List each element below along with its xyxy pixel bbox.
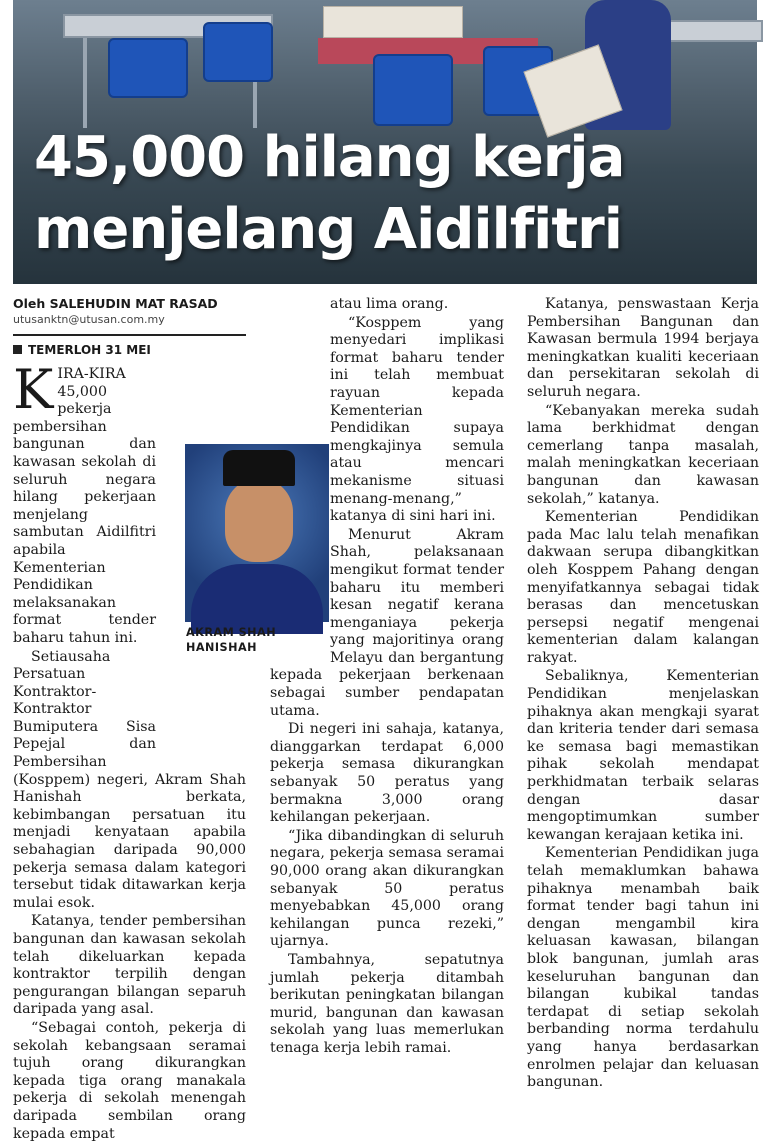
caption-line-2: HANISHAH bbox=[186, 641, 257, 654]
byline-prefix: Oleh bbox=[13, 296, 50, 311]
dateline-text: TEMERLOH 31 MEI bbox=[28, 343, 151, 357]
square-bullet-icon bbox=[13, 345, 22, 354]
paragraph: Setiausaha Persatuan Kontraktor-Kontraktor Bumiputera Sisa Pepejal dan Pembersihan (Kosppem) negeri, Akram Shah Hanishah berkata, kebimbangan persatuan itu menjadi kenyataan apabila sebahagian daripada 90,000 pekerja semasa dalam kategori tersebut tidak ditawarkan kerja mulai esok. bbox=[13, 648, 246, 911]
paragraph: atau lima orang. bbox=[330, 296, 449, 312]
paragraph: “Kebanyakan mereka sudah lama berkhidmat dengan cemerlang tanpa masalah, malah meningkatkan keceriaan bangunan dan kawasan sekolah,” katanya. bbox=[527, 402, 759, 507]
paragraph: “Kosppem yang menyedari implikasi format baharu tender ini telah membuat rayuan kepada Kementerian Pendidikan supaya mengkajinya semula atau mencari mekanisme situasi menang-menang,” katanya di sini hari ini. bbox=[330, 314, 504, 525]
caption-line-1: AKRAM SHAH bbox=[186, 626, 277, 639]
paragraph: Katanya, penswastaan Kerja Pembersihan Bangunan dan Kawasan bermula 1994 berjaya meningkatkan kualiti keceriaan dan persekitaran sekolah di seluruh negara. bbox=[527, 296, 759, 400]
paragraph: Tambahnya, sepatutnya jumlah pekerja ditambah berikutan peningkatan bilangan murid, bangunan dan kawasan sekolah yang luas memerlukan tenaga kerja lebih ramai. bbox=[270, 951, 504, 1056]
paragraph: “Sebagai contoh, pekerja di sekolah kebangsaan seramai tujuh orang dikurangkan kepada tiga orang manakala pekerja di sekolah menengah daripada sembilan orang kepada empat bbox=[13, 1019, 246, 1142]
paragraph: Sebaliknya, Kementerian Pendidikan menjelaskan pihaknya akan mengkaji syarat dan kriteria tender dari semasa ke semasa bagi memastikan pihak sekolah mendapat perkhidmatan terbaik selaras dengan dasar mengoptimumkan sumber kewangan kerajaan ketika ini. bbox=[527, 668, 759, 843]
dateline bbox=[13, 342, 246, 358]
article-column-3 bbox=[527, 296, 759, 1093]
byline-author: SALEHUDIN MAT RASAD bbox=[49, 296, 218, 311]
paragraph: “Jika dibandingkan di seluruh negara, pekerja semasa seramai 90,000 orang akan dikurangkan sebanyak 50 peratus menyebabkan 45,000 orang kehilangan punca rezeki,” ujarnya. bbox=[270, 827, 504, 950]
headline bbox=[34, 122, 754, 266]
chair bbox=[373, 54, 453, 126]
byline bbox=[13, 296, 246, 312]
paragraph-text: IRA-KIRA 45,000 pekerja pembersihan bangunan dan kawasan sekolah di seluruh negara hilang pekerjaan menjelang sambutan Aidilfitri apabila Kementerian Pendidikan melaksanakan format tender baharu tahun ini. bbox=[13, 366, 156, 646]
paragraph: Di negeri ini sahaja, katanya, dianggarkan terdapat 6,000 pekerja semasa dikurangkan sebanyak 50 peratus yang bermakna 3,000 orang kehilangan pekerjaan. bbox=[270, 721, 504, 826]
paragraph: Kementerian Pendidikan pada Mac lalu telah menafikan dakwaan serupa dibangkitkan oleh Kosppem Pahang dengan menyifatkannya sebagai tidak berasas dan mencetuskan persepsi negatif mengenai kementerian dalam kalangan rakyat. bbox=[527, 509, 759, 666]
author-email: utusanktn@utusan.com.my bbox=[13, 313, 165, 326]
photo-wrap-spacer bbox=[270, 296, 330, 661]
article-column-1 bbox=[13, 296, 246, 1144]
paragraph: Katanya, tender pembersihan bangunan dan kawasan sekolah telah dikeluarkan kepada kontraktor terpilih dengan pengurangan bilangan separuh daripada yang asal. bbox=[13, 913, 246, 1018]
stacked-papers bbox=[323, 6, 463, 38]
paragraph: Menurut Akram Shah, pelaksanaan mengikut format tender baharu itu memberi kesan negatif kerana menganiaya pekerja yang majoritinya orang Melayu dan bergantung kepada pekerjaan berkenaan sebagai sumber pendapatan utama. bbox=[270, 526, 504, 719]
article-column-2 bbox=[270, 296, 504, 1059]
dropcap: K bbox=[13, 358, 54, 421]
headline-line-1: 45,000 hilang kerja bbox=[34, 125, 625, 190]
headline-line-2: menjelang Aidilfitri bbox=[34, 197, 622, 262]
divider bbox=[13, 334, 246, 336]
chair bbox=[108, 38, 188, 98]
chair bbox=[203, 22, 273, 82]
desk-leg bbox=[83, 38, 87, 128]
paragraph: Kementerian Pendidikan juga telah memaklumkan bahawa pihaknya menambah baik format tender bagi tahun ini dengan mengambil kira keluasan kawasan, bilangan blok bangunan, jumlah aras keseluruhan bangunan dan bilangan kubikal tandas terdapat di setiap sekolah berbanding norma terdahulu yang hanya berdasarkan enrolmen pelajar dan keluasan bangunan. bbox=[527, 845, 759, 1091]
